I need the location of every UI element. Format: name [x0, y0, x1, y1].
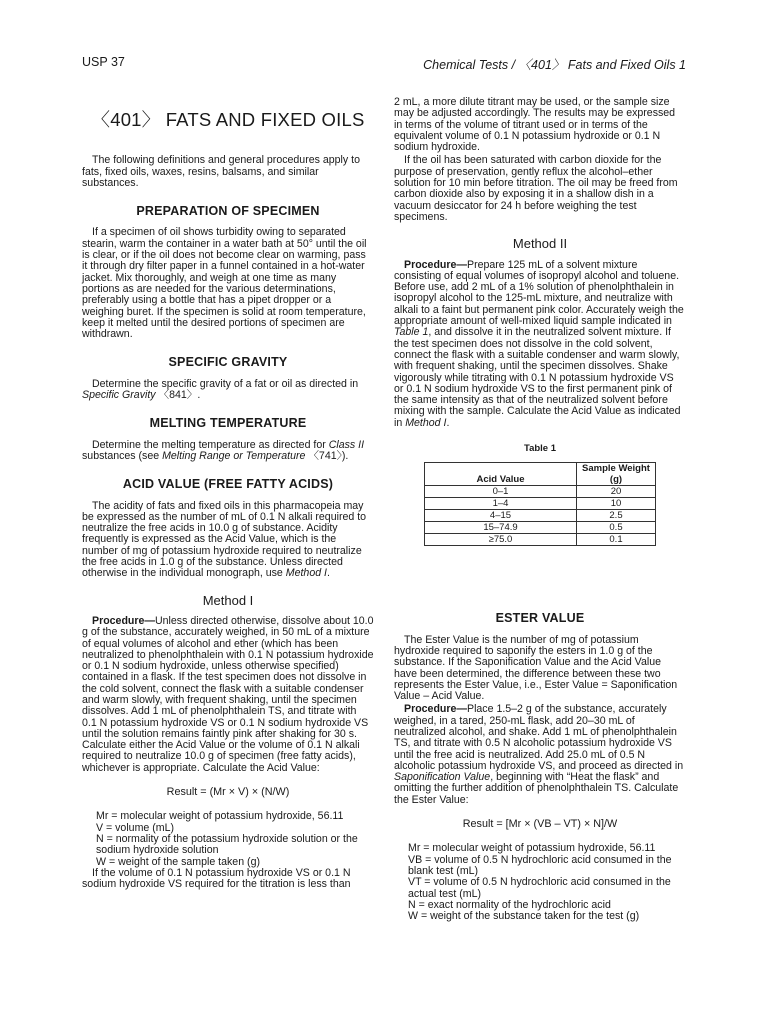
table-row [425, 510, 656, 522]
table-cell: ≥75.0 [425, 534, 577, 546]
column-header-sample-weight: Sample Weight (g) [577, 463, 656, 486]
cross-reference: Class II [328, 438, 365, 451]
definition-item: V = volume (mL) [96, 821, 175, 834]
specific-gravity-paragraph: Determine the specific gravity of a fat or oil as directed in Specific Gravity 〈841〉. [82, 377, 359, 402]
cross-reference: Specific Gravity [82, 389, 156, 402]
definition-item: Mr = molecular weight of potassium hydroxide, 56.11 [408, 842, 656, 855]
running-header-left: USP 37 [82, 55, 125, 69]
acid-value-equation: Result = (Mr × V) × (N/W) [166, 786, 290, 799]
table-header-row [425, 463, 656, 486]
procedure-label: Procedure— [404, 258, 467, 271]
variable-definitions [394, 843, 686, 922]
acid-value-paragraph: The acidity of fats and fixed oils in this pharmacopeia may be expressed as the number of mL of 0.1 N alkali required to neutralize the free acids in 10.0 g of substance. Acidity frequently is expressed as the Acid Value, which is the number of mg of potassium hydroxide required to neutralize the free acids in 1.0 g of the substance. Unless directed otherwise in the individual monograph, use Method I. [82, 499, 367, 580]
melting-paragraph: Determine the melting temperature as directed for Class II substances (see Melting Range or Temperature 〈741〉). [82, 438, 365, 462]
table-row [425, 486, 656, 498]
ester-value-paragraph: The Ester Value is the number of mg of potassium hydroxide required to saponify the esters in 1.0 g of the substance. If the Saponification Value and the Acid Value have been determined, the difference between these two represents the Ester Value, i.e., Ester Value = Saponification Value – Acid Value. [394, 633, 678, 703]
definition-item: N = normality of the potassium hydroxide solution or the sodium hydroxide solution [96, 832, 358, 857]
definition-item: Mr = molecular weight of potassium hydroxide, 56.11 [96, 810, 344, 823]
left-column [82, 97, 374, 892]
subsection-heading-method-1: Method I [202, 592, 254, 608]
method-1-procedure: Procedure—Unless directed otherwise, dissolve about 10.0 g of the substance, accurately weighed, in 50 mL of a mixture of equal volumes of alcohol and ether (which has been neutralized to phenolphthalein with 0.1 N potassium hydroxide or 0.1 N sodium hydroxide, unless otherwise specified) contained in a flask. If the test specimen does not dissolve in the cold solvent, connect the flask with a suitable condenser and warm slowly, with frequent shaking, until the specimen dissolves. Add 1 mL of phenolphthalein TS, and titrate with 0.1 N potassium hydroxide VS or 0.1 N sodium hydroxide VS until the solution remains faintly pink after shaking for 30 s. Calculate either the Acid Value or the volume of 0.1 N alkali required to neutralize 10.0 g of specimen (free fatty acids), whichever is appropriate. Calculate the Acid Value: [82, 614, 374, 774]
continued-paragraph: 2 mL, a more dilute titrant may be used, or the sample size may be adjusted accordingly. The results may be expressed in terms of the volume of titrant used or in terms of the equivalent volume of 0.1 N potassium hydroxide or 0.1 N sodium hydroxide. [394, 96, 676, 154]
table-cell: 0–1 [425, 486, 577, 498]
table-cell: 1–4 [425, 498, 577, 510]
preparation-paragraph: If a specimen of oil shows turbidity owing to separated stearin, warm the container in a water bath at 50° until the oil is clear, or if the oil does not become clear on warming, pass it through dry filter paper in a funnel contained in a hot-water jacket. Mix thoroughly, and weigh at one time as many portions as are needed for the various determinations, preferably using a bottle that has a pipet dropper or a weighing buret. If the specimen is solid at room temperature, keep it melted until the desired portions of specimen are withdrawn. [82, 226, 367, 341]
section-heading-melting: MELTING TEMPERATURE [149, 416, 307, 431]
cross-reference: Table 1 [394, 326, 429, 339]
table-title: Table 1 [523, 443, 557, 455]
definition-item: W = weight of the substance taken for the test (g) [408, 910, 640, 923]
definition-item: VB = volume of 0.5 N hydrochloric acid consumed in the blank test (mL) [408, 853, 672, 877]
running-header-right: Chemical Tests / 〈401〉 Fats and Fixed Oils 1 [423, 58, 686, 72]
definition-item: VT = volume of 0.5 N hydrochloric acid consumed in the actual test (mL) [408, 876, 671, 900]
ester-procedure: Procedure—Place 1.5–2 g of the substance, accurately weighed, in a tared, 250-mL flask, add 20–30 mL of neutralized alcohol, and shake. Add 1 mL of phenolphthalein TS, and titrate with 0.5 N alcoholic potassium hydroxide VS until the free acid is neutralized. Add 25.0 mL of 0.5 N alcoholic potassium hydroxide VS, and proceed as directed in Saponification Value, beginning with “Heat the flask” and omitting the further addition of phenolphthalein TS. Calculate the Ester Value: [394, 703, 684, 806]
right-column [394, 97, 686, 922]
definition-item: W = weight of the sample taken (g) [96, 855, 260, 868]
procedure-label: Procedure— [404, 703, 467, 716]
sample-weight-table [424, 462, 656, 546]
procedure-label: Procedure— [92, 614, 155, 627]
section-heading-acid-value: ACID VALUE (FREE FATTY ACIDS) [122, 477, 334, 492]
subsection-heading-method-2: Method II [512, 236, 568, 252]
section-heading-ester-value: ESTER VALUE [495, 611, 585, 626]
cross-reference: Saponification Value [394, 771, 491, 784]
column-header-acid-value: Acid Value [425, 463, 577, 486]
cross-reference: Method I [285, 567, 327, 580]
definition-item: N = exact normality of the hydrochloric acid [408, 898, 611, 911]
table-cell: 0.5 [577, 522, 656, 534]
table-row [425, 498, 656, 510]
page-title: 〈401〉 FATS AND FIXED OILS [91, 109, 365, 130]
section-heading-specific-gravity: SPECIFIC GRAVITY [168, 355, 288, 370]
table-cell: 20 [577, 486, 656, 498]
table-cell: 4–15 [425, 510, 577, 522]
method-2-procedure: Procedure—Prepare 125 mL of a solvent mixture consisting of equal volumes of isopropyl alcohol and toluene. Before use, add 2 mL of a 1% solution of phenolphthalein in isopropyl alcohol to the 125-mL mixture, and neutralize with alkali to a faint but permanent pink color. Accurately weigh the appropriate amount of well-mixed liquid sample indicated in Table 1, and dissolve it in the neutralized solvent mixture. If the test specimen does not dissolve in the cold solvent, connect the flask with a suitable condenser and warm slowly, with frequent shaking, until the specimen dissolves. Shake vigorously while titrating with 0.1 N potassium hydroxide VS or 0.1 N sodium hydroxide VS to the first permanent pink of the same intensity as that of the neutralized solvent before mixing with the sample. Calculate the Acid Value as indicated in Method I. [394, 258, 684, 429]
table-cell: 2.5 [577, 510, 656, 522]
titrant-volume-paragraph: If the volume of 0.1 N potassium hydroxide VS or 0.1 N sodium hydroxide VS required for the titration is less than [82, 866, 351, 891]
variable-definitions [82, 811, 374, 867]
section-heading-preparation: PREPARATION OF SPECIMEN [136, 204, 320, 219]
table-cell: 0.1 [577, 534, 656, 546]
table-cell: 15–74.9 [425, 522, 577, 534]
cross-reference: Melting Range or Temperature [162, 449, 306, 462]
table-row [425, 522, 656, 534]
cross-reference: Method I [405, 416, 447, 429]
intro-paragraph: The following definitions and general procedures apply to fats, fixed oils, waxes, resins, balsams, and similar substances. [82, 154, 360, 189]
carbon-dioxide-paragraph: If the oil has been saturated with carbon dioxide for the purpose of preservation, gently reflux the alcohol–ether solution for 10 min before titration. The oil may be freed from carbon dioxide also by exposing it in a shallow dish in a vacuum desiccator for 24 h before weighing the test specimens. [394, 154, 678, 223]
ester-value-equation: Result = [Mr × (VB – VT) × N]/W [462, 818, 618, 831]
table-row [425, 534, 656, 546]
table-cell: 10 [577, 498, 656, 510]
